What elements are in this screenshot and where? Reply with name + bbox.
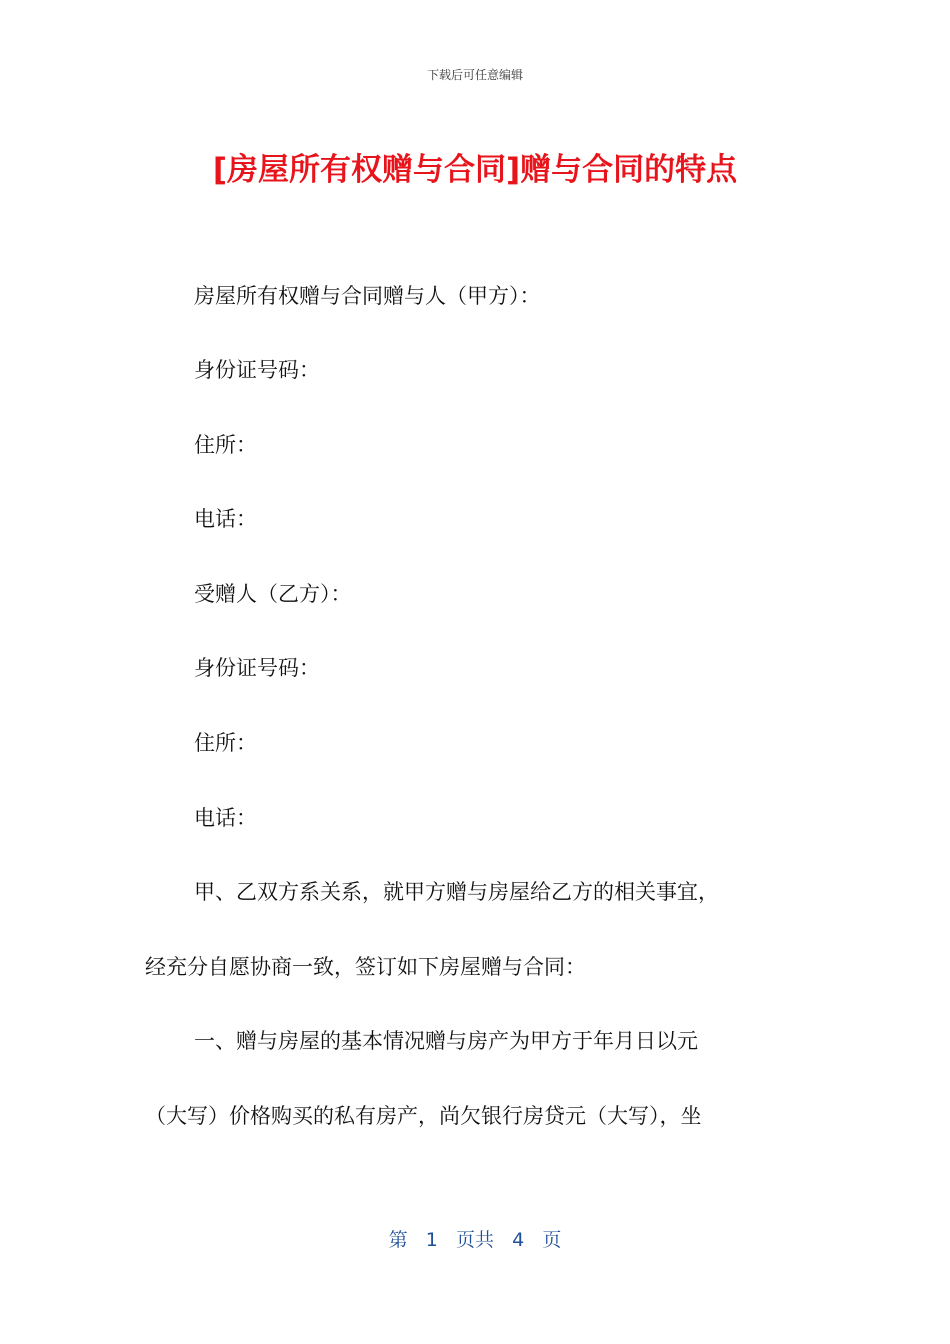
donee-phone-line: 电话： bbox=[194, 806, 257, 830]
donor-line: 房屋所有权赠与合同赠与人（甲方）： bbox=[194, 284, 541, 308]
clause-one-line-1: 一、赠与房屋的基本情况赠与房产为甲方于年月日以元 bbox=[194, 1029, 698, 1053]
clause-one-line-2: （大写）价格购买的私有房产，尚欠银行房贷元（大写），坐 bbox=[145, 1104, 702, 1128]
donor-address-line: 住所： bbox=[194, 433, 257, 457]
page-footer bbox=[0, 1225, 950, 1252]
donor-phone-line: 电话： bbox=[194, 507, 257, 531]
agreement-paragraph-line-1: 甲、乙双方系关系，就甲方赠与房屋给乙方的相关事宜， bbox=[194, 880, 719, 904]
footer-suffix: 页 bbox=[542, 1229, 562, 1251]
donee-address-line: 住所： bbox=[194, 731, 257, 755]
footer-page-number: 1 bbox=[425, 1229, 438, 1251]
footer-total-pages: 4 bbox=[512, 1229, 525, 1251]
agreement-paragraph-line-2: 经充分自愿协商一致，签订如下房屋赠与合同： bbox=[145, 955, 586, 979]
donor-id-line: 身份证号码： bbox=[194, 358, 320, 382]
footer-middle: 页共 bbox=[455, 1229, 494, 1251]
header-note: 下载后可任意编辑 bbox=[426, 68, 523, 82]
donee-id-line: 身份证号码： bbox=[194, 656, 320, 680]
document-title: [房屋所有权赠与合同]赠与合同的特点 bbox=[212, 152, 738, 188]
footer-prefix: 第 bbox=[388, 1229, 408, 1251]
donee-line: 受赠人（乙方）： bbox=[194, 582, 352, 606]
